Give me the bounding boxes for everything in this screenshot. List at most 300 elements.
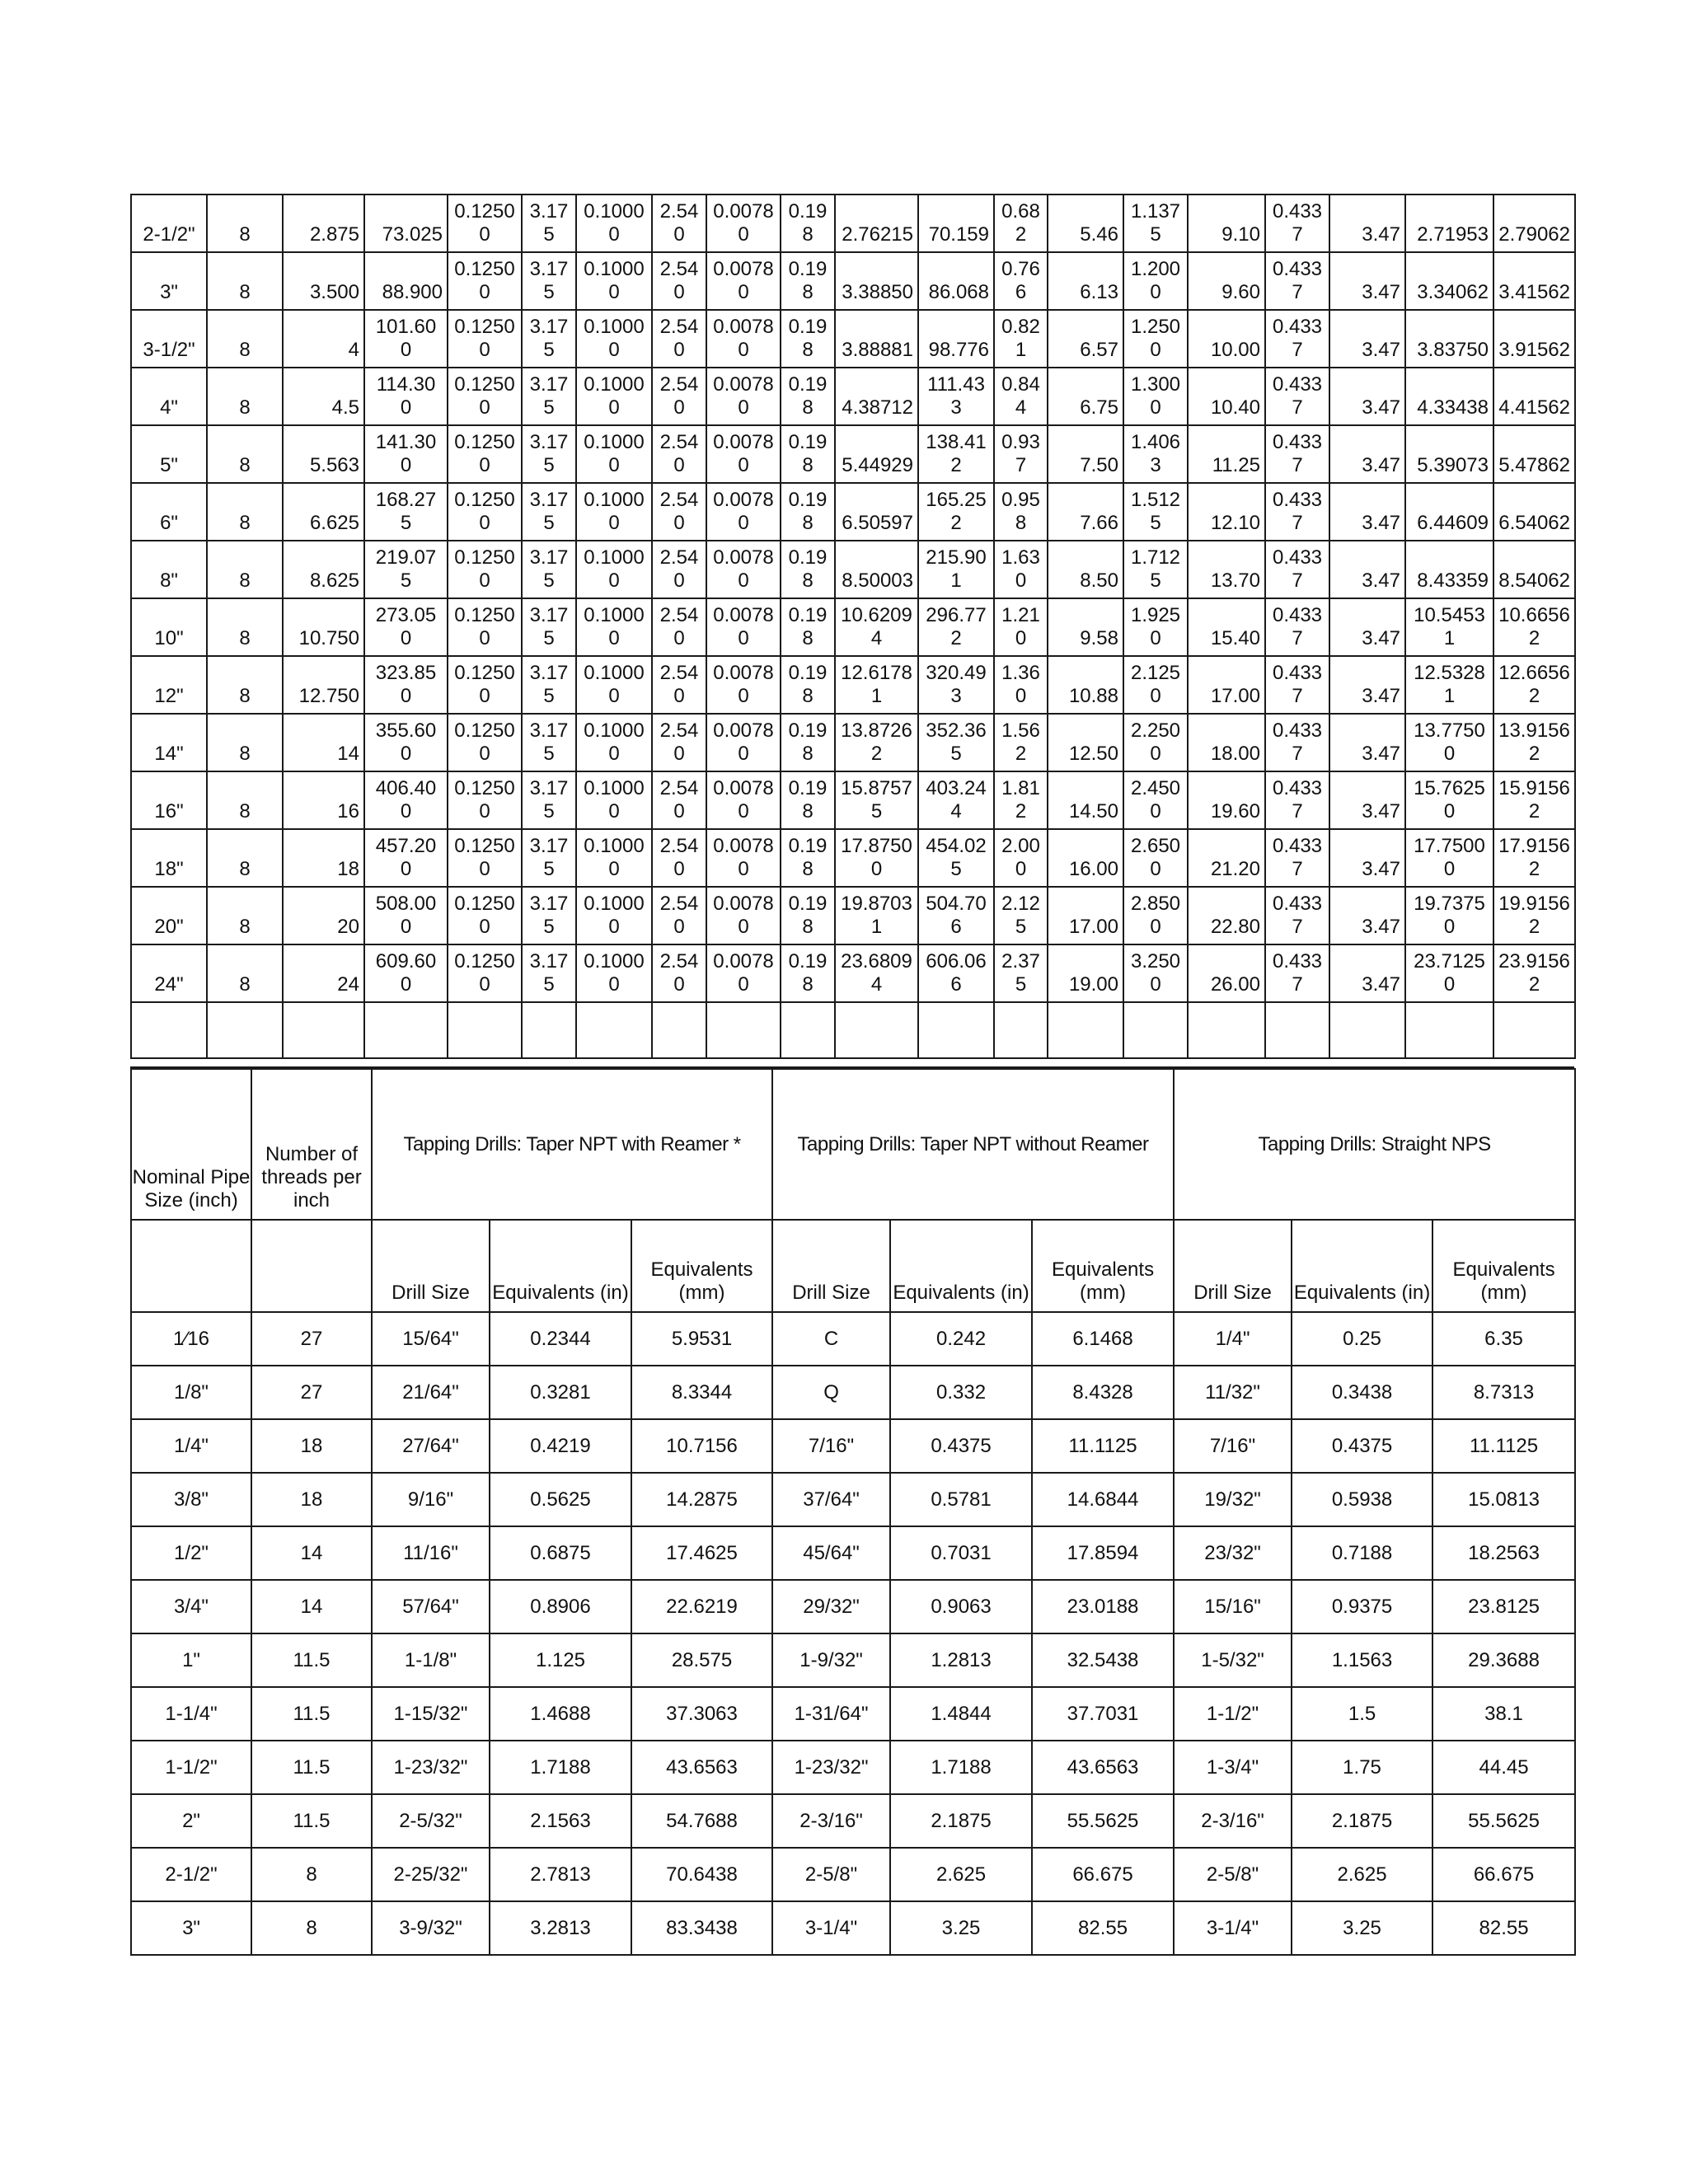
table-cell: 3.47 [1329, 425, 1405, 483]
table-cell: 1.75 [1292, 1741, 1432, 1794]
table-cell: 3.17 5 [522, 252, 576, 310]
table-cell-empty [918, 1002, 994, 1058]
table-cell: 1.712 5 [1123, 541, 1188, 598]
table-cell: 0.7031 [890, 1526, 1032, 1580]
table-cell: 0.433 7 [1265, 598, 1329, 656]
table-cell: 17.4625 [631, 1526, 772, 1580]
table-cell: 0.433 7 [1265, 310, 1329, 368]
table-cell: 26.00 [1188, 944, 1265, 1002]
table-cell: 7.50 [1048, 425, 1123, 483]
table-cell: 352.36 5 [918, 714, 994, 771]
table-cell: 29/32" [772, 1580, 890, 1633]
table-cell: 3/4" [131, 1580, 251, 1633]
table-cell: 8 [207, 771, 283, 829]
table-row [131, 1580, 1575, 1633]
table-cell: 1.7188 [890, 1741, 1032, 1794]
table-cell: 9/16" [372, 1473, 490, 1526]
table-cell-empty [1265, 1002, 1329, 1058]
table-cell: 1.5 [1292, 1687, 1432, 1741]
table-cell: 9.60 [1188, 252, 1265, 310]
table-cell-empty [1329, 1002, 1405, 1058]
table-cell: 32.5438 [1032, 1633, 1174, 1687]
table-cell: 0.95 8 [994, 483, 1048, 541]
table-cell: 0.19 8 [781, 541, 835, 598]
table-cell: 23.9156 2 [1493, 944, 1575, 1002]
table-cell: 8.625 [283, 541, 364, 598]
table-cell: 0.1000 0 [576, 944, 652, 1002]
table-cell: 2-5/8" [772, 1848, 890, 1901]
table-cell: 1-15/32" [372, 1687, 490, 1741]
table-cell: 54.7688 [631, 1794, 772, 1848]
table-cell: 8.3344 [631, 1366, 772, 1419]
table-row [131, 714, 1575, 771]
table-cell: 6.75 [1048, 368, 1123, 425]
table-cell: 0.0078 0 [706, 252, 781, 310]
table-cell: 0.433 7 [1265, 656, 1329, 714]
table-cell: 296.77 2 [918, 598, 994, 656]
table-cell: 323.85 0 [364, 656, 448, 714]
table-cell: 0.19 8 [781, 714, 835, 771]
table-cell: 10.88 [1048, 656, 1123, 714]
table-cell: 19.9156 2 [1493, 887, 1575, 944]
table-cell: 2.650 0 [1123, 829, 1188, 887]
table-cell: 3.17 5 [522, 887, 576, 944]
table-cell: 19/32" [1174, 1473, 1292, 1526]
table-cell: 14.50 [1048, 771, 1123, 829]
table-cell: 45/64" [772, 1526, 890, 1580]
table-cell: 3.88881 [835, 310, 918, 368]
table-cell: 1-31/64" [772, 1687, 890, 1741]
table-cell: 8 [207, 368, 283, 425]
table-cell: 12.6178 1 [835, 656, 918, 714]
table-cell: 1-9/32" [772, 1633, 890, 1687]
table-cell: 0.6875 [490, 1526, 631, 1580]
table-cell: 5.47862 [1493, 425, 1575, 483]
header-taper-npt-without-reamer: Tapping Drills: Taper NPT without Reamer [772, 1069, 1174, 1220]
table-cell: 38.1 [1432, 1687, 1575, 1741]
table-row [131, 483, 1575, 541]
table-cell: 141.30 0 [364, 425, 448, 483]
table-cell: 3.17 5 [522, 541, 576, 598]
table-cell: 0.0078 0 [706, 368, 781, 425]
table-cell: 17.9156 2 [1493, 829, 1575, 887]
table-cell: 0.1250 0 [448, 887, 522, 944]
tapping-drills-header [131, 1069, 1575, 1312]
table-cell: 3.47 [1329, 829, 1405, 887]
table-cell: 18 [283, 829, 364, 887]
table-cell: 17.7500 0 [1405, 829, 1493, 887]
table-cell: 1.81 2 [994, 771, 1048, 829]
table-cell: 8.4328 [1032, 1366, 1174, 1419]
table-cell: 3-9/32" [372, 1901, 490, 1955]
table-cell: 1-1/4" [131, 1687, 251, 1741]
table-cell: 21/64" [372, 1366, 490, 1419]
table-cell: 0.19 8 [781, 368, 835, 425]
table-cell: 19.8703 1 [835, 887, 918, 944]
table-cell: 27/64" [372, 1419, 490, 1473]
table-cell: 8" [131, 541, 207, 598]
table-row [131, 1687, 1575, 1741]
table-cell: 15/16" [1174, 1580, 1292, 1633]
table-cell: 23.7125 0 [1405, 944, 1493, 1002]
table-cell: 19.60 [1188, 771, 1265, 829]
table-cell: 355.60 0 [364, 714, 448, 771]
table-cell: 5" [131, 425, 207, 483]
table-cell: 3.17 5 [522, 771, 576, 829]
table-cell: 20 [283, 887, 364, 944]
table-cell: 1-1/2" [1174, 1687, 1292, 1741]
table-cell: 3.34062 [1405, 252, 1493, 310]
table-cell: 57/64" [372, 1580, 490, 1633]
table-cell: 18" [131, 829, 207, 887]
table-cell: 5.46 [1048, 194, 1123, 252]
table-row [131, 252, 1575, 310]
table-cell: 15.7625 0 [1405, 771, 1493, 829]
table-cell: 1.63 0 [994, 541, 1048, 598]
subheader-drill-size: Drill Size [772, 1220, 890, 1312]
table-cell: 0.1000 0 [576, 829, 652, 887]
table-cell: 8 [207, 425, 283, 483]
table-cell: 2.54 0 [652, 656, 706, 714]
table-cell: C [772, 1312, 890, 1366]
table-cell: 8 [207, 252, 283, 310]
table-cell: 17.8594 [1032, 1526, 1174, 1580]
table-cell: 7.66 [1048, 483, 1123, 541]
table-cell: 13.8726 2 [835, 714, 918, 771]
table-cell: 14.2875 [631, 1473, 772, 1526]
table-cell: 0.433 7 [1265, 368, 1329, 425]
table-cell: 0.19 8 [781, 194, 835, 252]
table-cell: 0.19 8 [781, 310, 835, 368]
table-cell: 15.40 [1188, 598, 1265, 656]
table-cell: 66.675 [1032, 1848, 1174, 1901]
table-cell: 0.0078 0 [706, 541, 781, 598]
table-cell: 3.17 5 [522, 425, 576, 483]
table-row [131, 541, 1575, 598]
table-cell: 0.9375 [1292, 1580, 1432, 1633]
table-cell: 0.1250 0 [448, 714, 522, 771]
table-row [131, 771, 1575, 829]
table-cell: 3.91562 [1493, 310, 1575, 368]
table-cell: 1.200 0 [1123, 252, 1188, 310]
table-cell-empty [576, 1002, 652, 1058]
table-cell: 0.1000 0 [576, 714, 652, 771]
table-cell: 5.9531 [631, 1312, 772, 1366]
table-cell: 1/4" [131, 1419, 251, 1473]
table-row [131, 1901, 1575, 1955]
table-cell: 0.8906 [490, 1580, 631, 1633]
table-cell: 3-1/2" [131, 310, 207, 368]
table-cell: 2.54 0 [652, 310, 706, 368]
table-cell: 3.17 5 [522, 944, 576, 1002]
table-cell: 12" [131, 656, 207, 714]
table-cell: 457.20 0 [364, 829, 448, 887]
table-cell-empty [1405, 1002, 1493, 1058]
table-cell: 165.25 2 [918, 483, 994, 541]
table-cell: 37/64" [772, 1473, 890, 1526]
table-cell: 0.82 1 [994, 310, 1048, 368]
table-cell: 3.83750 [1405, 310, 1493, 368]
table-cell: 1.36 0 [994, 656, 1048, 714]
table-cell: 0.4219 [490, 1419, 631, 1473]
table-cell: 1-23/32" [772, 1741, 890, 1794]
table-cell: 3.38850 [835, 252, 918, 310]
table-cell: 10.40 [1188, 368, 1265, 425]
table-cell: 3.25 [1292, 1901, 1432, 1955]
table-row [131, 194, 1575, 252]
table-cell: 22.6219 [631, 1580, 772, 1633]
table-cell: 10.00 [1188, 310, 1265, 368]
table-cell: 0.0078 0 [706, 194, 781, 252]
table-cell: 320.49 3 [918, 656, 994, 714]
table-cell: 27 [251, 1312, 372, 1366]
table-cell-empty [283, 1002, 364, 1058]
table-cell: 6.44609 [1405, 483, 1493, 541]
table-cell: 0.76 6 [994, 252, 1048, 310]
table-cell: 0.1000 0 [576, 656, 652, 714]
table-cell: 11.5 [251, 1687, 372, 1741]
table-cell: 0.19 8 [781, 483, 835, 541]
table-cell-empty [522, 1002, 576, 1058]
table-cell: 14 [251, 1526, 372, 1580]
table-cell: 11.1125 [1432, 1419, 1575, 1473]
table-cell: 0.433 7 [1265, 944, 1329, 1002]
table-cell: 20" [131, 887, 207, 944]
table-cell: 0.0078 0 [706, 598, 781, 656]
table-cell: 2.1563 [490, 1794, 631, 1848]
subheader-drill-size: Drill Size [1174, 1220, 1292, 1312]
table-cell: 18 [251, 1473, 372, 1526]
table-cell: 4" [131, 368, 207, 425]
table-cell: 0.1250 0 [448, 829, 522, 887]
table-cell: 11/32" [1174, 1366, 1292, 1419]
table-cell-empty [207, 1002, 283, 1058]
table-cell: 3.17 5 [522, 310, 576, 368]
table-row [131, 598, 1575, 656]
table-cell-empty [1493, 1002, 1575, 1058]
table-cell: 13.9156 2 [1493, 714, 1575, 771]
table-cell: 28.575 [631, 1633, 772, 1687]
table-cell: 8 [251, 1848, 372, 1901]
table-cell: 14.6844 [1032, 1473, 1174, 1526]
table-cell: 454.02 5 [918, 829, 994, 887]
table-cell: 17.00 [1188, 656, 1265, 714]
table-cell: 3.2813 [490, 1901, 631, 1955]
table-cell-empty [131, 1002, 207, 1058]
table-cell: 0.1250 0 [448, 598, 522, 656]
table-cell: 2.1875 [1292, 1794, 1432, 1848]
table-cell: 1.250 0 [1123, 310, 1188, 368]
table-cell: 16.00 [1048, 829, 1123, 887]
table-cell: 114.30 0 [364, 368, 448, 425]
table-row [131, 1312, 1575, 1366]
table-cell: 3.47 [1329, 771, 1405, 829]
table-cell: 0.1000 0 [576, 368, 652, 425]
table-cell: 0.433 7 [1265, 483, 1329, 541]
thread-dimensions-body [131, 194, 1575, 1058]
table-cell: 0.19 8 [781, 944, 835, 1002]
table-cell: 8 [207, 656, 283, 714]
table-cell: 0.433 7 [1265, 541, 1329, 598]
table-cell: 0.5938 [1292, 1473, 1432, 1526]
table-cell: 82.55 [1432, 1901, 1575, 1955]
table-cell: 70.159 [918, 194, 994, 252]
table-cell: 43.6563 [1032, 1741, 1174, 1794]
table-row [131, 1366, 1575, 1419]
table-cell: 2.125 0 [1123, 656, 1188, 714]
table-cell: 504.70 6 [918, 887, 994, 944]
table-cell: 2.625 [1292, 1848, 1432, 1901]
table-cell-empty [781, 1002, 835, 1058]
table-cell: 11.5 [251, 1633, 372, 1687]
header-straight-nps: Tapping Drills: Straight NPS [1174, 1069, 1575, 1220]
table-cell: 2-5/8" [1174, 1848, 1292, 1901]
table-cell: 219.07 5 [364, 541, 448, 598]
table-cell: 2.54 0 [652, 425, 706, 483]
table-cell: 0.4375 [890, 1419, 1032, 1473]
table-cell: 18.2563 [1432, 1526, 1575, 1580]
table-cell: 0.68 2 [994, 194, 1048, 252]
table-cell: 0.1250 0 [448, 310, 522, 368]
table-cell: 0.1000 0 [576, 887, 652, 944]
table-cell: 0.1000 0 [576, 194, 652, 252]
table-cell: 83.3438 [631, 1901, 772, 1955]
table-cell: 2.54 0 [652, 829, 706, 887]
table-cell: 2.1875 [890, 1794, 1032, 1848]
table-cell: 2.54 0 [652, 483, 706, 541]
table-cell: 1⁄16 [131, 1312, 251, 1366]
table-cell: 88.900 [364, 252, 448, 310]
table-cell: 8 [207, 598, 283, 656]
subheader-empty [131, 1220, 251, 1312]
table-cell: 0.0078 0 [706, 714, 781, 771]
table-cell: 0.19 8 [781, 598, 835, 656]
table-cell: 1.925 0 [1123, 598, 1188, 656]
table-cell: 0.1250 0 [448, 483, 522, 541]
table-cell: 2-1/2" [131, 194, 207, 252]
table-cell: 111.43 3 [918, 368, 994, 425]
table-cell: 23/32" [1174, 1526, 1292, 1580]
table-cell: 2.54 0 [652, 944, 706, 1002]
table-cell: 3/8" [131, 1473, 251, 1526]
table-cell: 1.1563 [1292, 1633, 1432, 1687]
table-cell: 17.8750 0 [835, 829, 918, 887]
table-cell: 24" [131, 944, 207, 1002]
table-cell: 606.06 6 [918, 944, 994, 1002]
table-cell: 12.6656 2 [1493, 656, 1575, 714]
table-cell: 7/16" [1174, 1419, 1292, 1473]
tapping-drills-body [131, 1312, 1575, 1955]
table-cell: 3.47 [1329, 252, 1405, 310]
table-cell: 10.7156 [631, 1419, 772, 1473]
table-row [131, 1633, 1575, 1687]
table-cell: 2.76215 [835, 194, 918, 252]
table-cell: 406.40 0 [364, 771, 448, 829]
table-cell: 3" [131, 252, 207, 310]
table-cell: 0.19 8 [781, 771, 835, 829]
table-cell: 3-1/4" [1174, 1901, 1292, 1955]
table-cell: 3.47 [1329, 714, 1405, 771]
table-cell: 27 [251, 1366, 372, 1419]
table-cell: 2.54 0 [652, 194, 706, 252]
table-row [131, 656, 1575, 714]
table-row-empty [131, 1002, 1575, 1058]
table-cell: 0.0078 0 [706, 944, 781, 1002]
table-cell: 3.17 5 [522, 829, 576, 887]
table-cell: 3" [131, 1901, 251, 1955]
table-cell: 0.433 7 [1265, 194, 1329, 252]
table-cell: 5.39073 [1405, 425, 1493, 483]
table-cell: 0.19 8 [781, 887, 835, 944]
table-cell: 1/2" [131, 1526, 251, 1580]
table-cell: 0.4375 [1292, 1419, 1432, 1473]
table-cell: 0.0078 0 [706, 310, 781, 368]
table-cell: 21.20 [1188, 829, 1265, 887]
table-cell: 3.17 5 [522, 368, 576, 425]
table-cell: 2-1/2" [131, 1848, 251, 1901]
table-cell: 86.068 [918, 252, 994, 310]
table-cell: 6.50597 [835, 483, 918, 541]
table-cell: 8 [207, 194, 283, 252]
table-row [131, 1473, 1575, 1526]
table-cell: 1" [131, 1633, 251, 1687]
table-cell: 0.0078 0 [706, 887, 781, 944]
table-cell: 2.450 0 [1123, 771, 1188, 829]
table-row [131, 829, 1575, 887]
table-cell: 0.7188 [1292, 1526, 1432, 1580]
table-cell: 1.4688 [490, 1687, 631, 1741]
table-cell: 3.41562 [1493, 252, 1575, 310]
table-cell: 43.6563 [631, 1741, 772, 1794]
table-cell: 18.00 [1188, 714, 1265, 771]
table-cell: 0.5625 [490, 1473, 631, 1526]
table-cell: 15.8757 5 [835, 771, 918, 829]
table-cell: 10.6209 4 [835, 598, 918, 656]
header-threads-per-inch: Number of threads per inch [251, 1069, 372, 1220]
table-cell: 0.19 8 [781, 252, 835, 310]
table-cell: 609.60 0 [364, 944, 448, 1002]
table-cell: 0.84 4 [994, 368, 1048, 425]
table-cell: 0.19 8 [781, 425, 835, 483]
table-cell: 37.7031 [1032, 1687, 1174, 1741]
table-cell: 4.5 [283, 368, 364, 425]
table-cell: 6.35 [1432, 1312, 1575, 1366]
table-cell-empty [1048, 1002, 1123, 1058]
table-cell: 8.50003 [835, 541, 918, 598]
table-cell: 3.47 [1329, 541, 1405, 598]
table-cell: 0.5781 [890, 1473, 1032, 1526]
table-cell: 2.250 0 [1123, 714, 1188, 771]
table-cell: 2.54 0 [652, 368, 706, 425]
table-cell: 1-1/2" [131, 1741, 251, 1794]
table-cell: 2.37 5 [994, 944, 1048, 1002]
subheader-equivalents-in: Equivalents (in) [1292, 1220, 1432, 1312]
table-cell: 4.38712 [835, 368, 918, 425]
table-cell: 14 [251, 1580, 372, 1633]
table-row [131, 1848, 1575, 1901]
table-cell: 1-5/32" [1174, 1633, 1292, 1687]
table-cell: 0.433 7 [1265, 714, 1329, 771]
table-cell: 8.50 [1048, 541, 1123, 598]
table-cell: 8 [251, 1901, 372, 1955]
table-cell: 2.54 0 [652, 887, 706, 944]
table-row [131, 310, 1575, 368]
table-cell: 5.563 [283, 425, 364, 483]
table-cell: 1-1/8" [372, 1633, 490, 1687]
table-cell: 70.6438 [631, 1848, 772, 1901]
table-cell: 98.776 [918, 310, 994, 368]
table-cell: 0.1250 0 [448, 252, 522, 310]
